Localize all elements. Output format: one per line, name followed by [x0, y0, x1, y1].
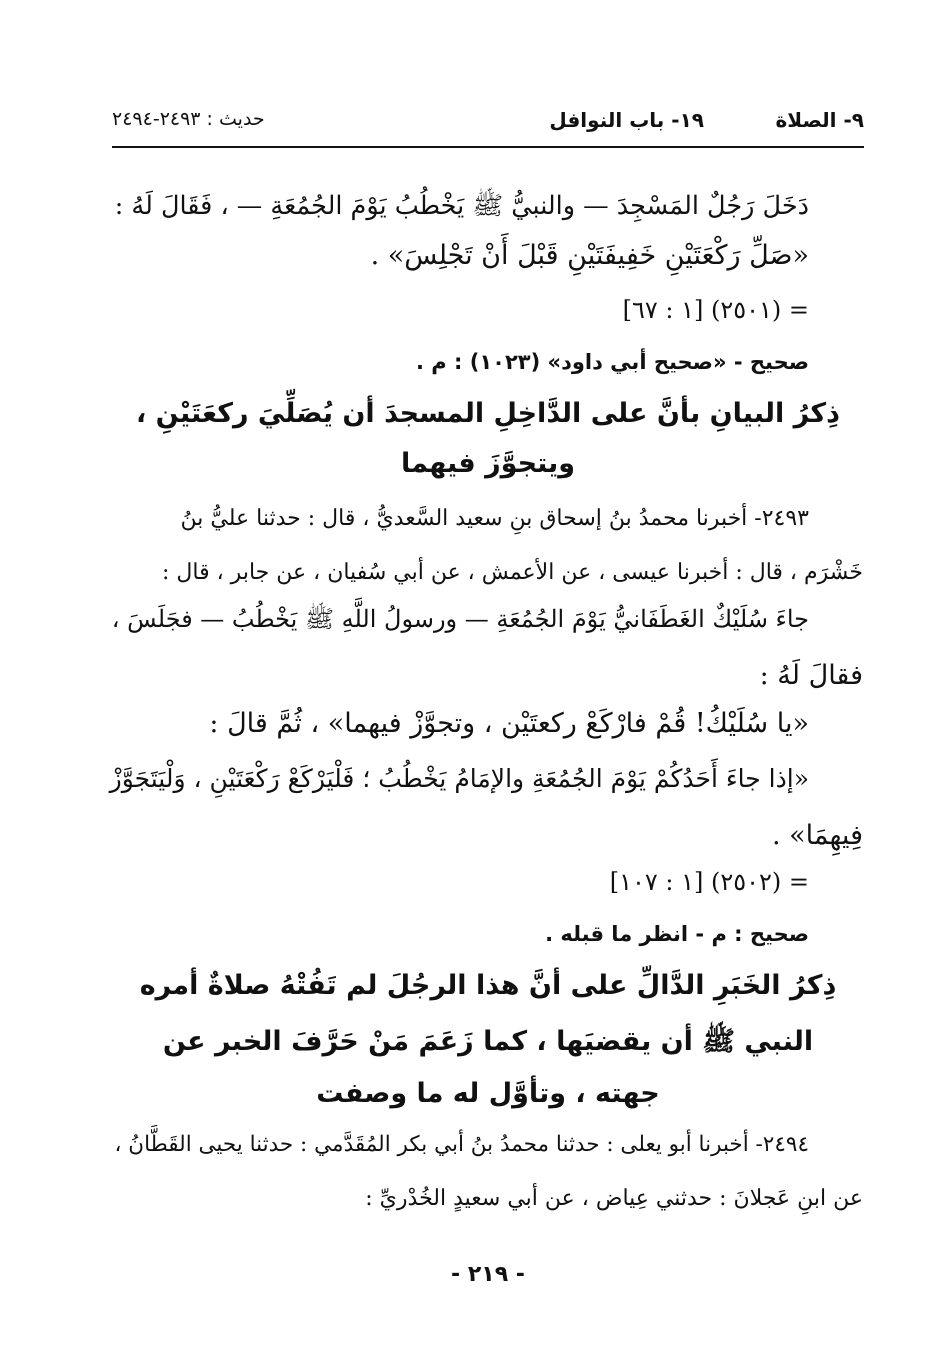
hadith-2493-cross-reference: = (٢٥٠٢) [١ : ١٠٧]	[609, 868, 809, 896]
hadith-2493-matn-line-5: فِيهِمَا» .	[771, 820, 863, 851]
page-number: - ٢١٩ -	[451, 1262, 525, 1287]
chapter-heading-2-line-1: ذِكرُ الخَبَرِ الدَّالِّ على أنَّ هذا الرجُلَ لم تَفُتْهُ صلاةٌ أمره	[139, 970, 837, 1001]
hadith-2493-matn-line-3: «يا سُلَيْكُ! قُمْ فارْكَعْ ركعتَيْن ، وتجوَّزْ فيهما» ، ثُمَّ قالَ :	[209, 708, 809, 739]
chapter-heading-2-line-2: النبي ﷺ أن يقضيَها ، كما زَعَمَ مَنْ حَرَّفَ الخبر عن	[162, 1026, 814, 1057]
hadith-2493-grading: صحيح : م - انظر ما قبله .	[545, 922, 809, 946]
section-title: ١٩- باب النوافل	[549, 108, 704, 132]
prev-matn-line-1: دَخَلَ رَجُلٌ المَسْجِدَ — والنبيُّ ﷺ يَخْطُبُ يَوْمَ الجُمُعَةِ — ، فَقَالَ لَهُ :	[114, 191, 809, 221]
hadith-2494-isnad-line-2: عن ابنِ عَجلانَ : حدثني عِياض ، عن أبي سعيدٍ الخُدْريِّ :	[365, 1186, 863, 1211]
hadith-2493-isnad-line-2: خَشْرَم ، قال : أخبرنا عيسى ، عن الأعمش ، عن أبي سُفيان ، عن جابر ، قال :	[161, 560, 863, 585]
hadith-2493-matn-line-4: «إذا جاءَ أَحَدُكُمْ يَوْمَ الجُمُعَةِ والإمَامُ يَخْطُبُ ؛ فَلْيَرْكَعْ رَكْعَتَيْنِ ، وَلْيَتَجَوَّزْ	[109, 764, 809, 793]
prev-cross-reference: = (٢٥٠١) [١ : ٦٧]	[622, 296, 809, 324]
chapter-title: ٩- الصلاة	[775, 108, 864, 132]
prev-matn-line-2: «صَلِّ رَكْعَتَيْنِ خَفِيفَتَيْنِ قَبْلَ أَنْ تَجْلِسَ» .	[370, 240, 809, 271]
hadith-2493-matn-line-2: فقالَ لَهُ :	[759, 660, 863, 691]
running-header	[112, 108, 864, 138]
header-rule	[112, 146, 864, 148]
chapter-heading-1-line-2: ويتجوَّزَ فيهما	[400, 448, 576, 479]
chapter-heading-1-line-1: ذِكرُ البيانِ بأنَّ على الدَّاخِلِ المسجدَ أن يُصَلِّيَ ركعَتَيْنِ ،	[136, 398, 840, 429]
prev-grading: صحيح - «صحيح أبي داود» (١٠٢٣) : م .	[416, 350, 809, 374]
hadith-2493-matn-line-1: جاءَ سُلَيْكٌ الغَطَفَانيُّ يَوْمَ الجُمُعَةِ — ورسولُ اللَّهِ ﷺ يَخْطُبُ — فجَلَسَ ،	[111, 605, 809, 633]
hadith-2493-isnad-line-1: ٢٤٩٣- أخبرنا محمدُ بنُ إسحاق بنِ سعيد السَّعديُّ ، قال : حدثنا عليُّ بنُ	[180, 506, 809, 531]
hadith-range: حديث : ٢٤٩٣-٢٤٩٤	[112, 108, 265, 130]
chapter-heading-2-line-3: جهته ، وتأوَّل له ما وصفت	[316, 1078, 660, 1109]
hadith-2494-isnad-line-1: ٢٤٩٤- أخبرنا أبو يعلى : حدثنا محمدُ بنُ أبي بكر المُقَدَّمي : حدثنا يحيى القَطَّانُ ،	[114, 1132, 809, 1157]
